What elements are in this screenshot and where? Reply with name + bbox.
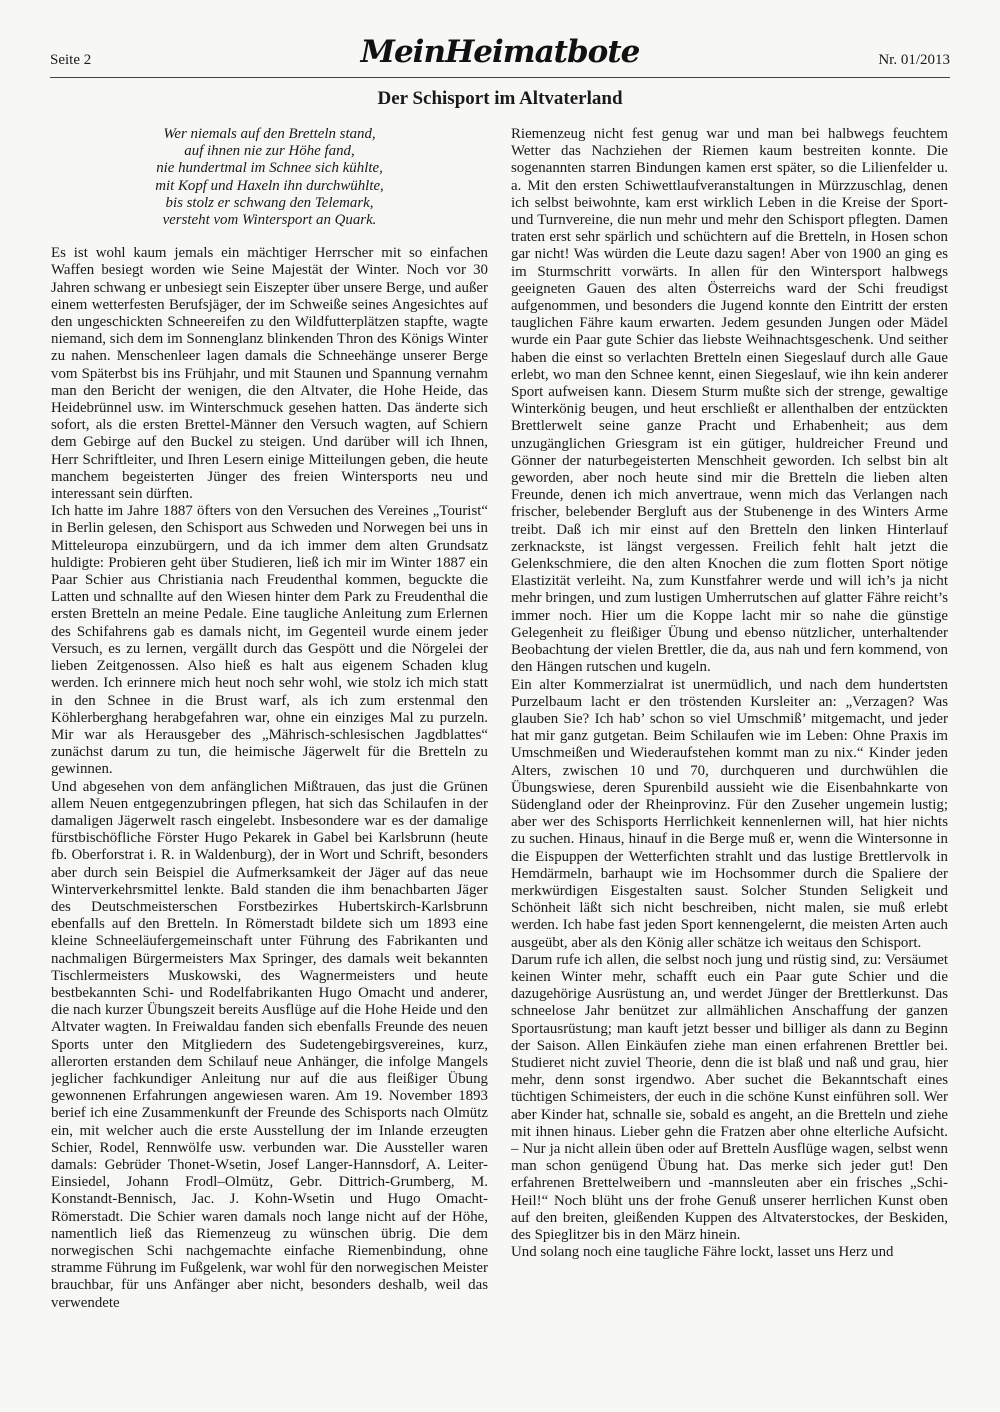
issue-number: Nr. 01/2013 xyxy=(878,52,950,68)
poem-line: auf ihnen nie zur Höhe fand, xyxy=(184,143,355,160)
poem-line: Wer niemals auf den Bretteln stand, xyxy=(163,126,376,142)
paragraph: Darum rufe ich allen, die selbst noch jung und rüstig sind, zu: Versäumet keinen Winter mehr, schafft euch ein Paar gute Schier und die dazugehörige Ausrüstung an, und werdet Jünger der Brettlerkunst. Das schneelose Jahr benützet zur allmählichen Anschaffung der ganzen Sportausrüstung; man kauft jetzt besser und billiger als dann zu Beginn der Saison. Allen Einkäufen ziehe man einen erfahrenen Brettler bei. Studieret nicht zuviel Theorie, denn die ist blaß und naß und grau, hier mehr, denn sonst irgendwo. Aber suchet die Bekanntschaft eines tüchtigen Schimeisters, der euch in die schöne Kunst einführen soll. Wer aber Kinder hat, schnalle sie, sobald es angeht, an die Bretteln und ziehe mit ihnen hinaus. Lieber gehn die Fratzen aber ohne elterliche Aufsicht. – Nur ja nicht allein üben oder auf Bretteln Ausflüge wagen, selbst wenn man schon genügend Übung hat. Das merke sich jeder gut! Den erfahrenen Brettelweibern und -mannsleuten aber ein frisches „Schi-Heil!“ Noch blüht uns der frohe Genuß unserer herrlichen Kunst oben auf den breiten, gleißenden Kuppen des Altvaterstockes, der Beskiden, des Spieglitzer bis in den März hinein. xyxy=(511,951,948,1243)
paragraph: Ich hatte im Jahre 1887 öfters von den Versuchen des Vereines „Tourist“ in Berlin gelesen, den Schisport aus Schweden und Norwegen bei uns in Mitteleuropa einzubürgern, und da ich immer dem alten Grundsatz huldigte: Probieren geht über Studieren, ließ ich mir im Winter 1887 ein Paar Schier aus Christiania nach Freudenthal kommen, beguckte die Latten und schnallte auf den Wiesen hinter dem Park zu Freudenthal die ersten Bretteln an meine Pedale. Eine taugliche Anleitung zum Erlernen des Schifahrens gab es damals nicht, im Gegenteil wurde einem jeder Versuch, es zu lernen, vergällt durch das Gespött und die Nörgelei der lieben Zeitgenossen. Also hieß es halt aus eigenem Schaden klug werden. Ich erinnere mich heut noch sehr wohl, wie stolz ich mich statt in den Schnee in die Brust warf, als ich zum erstenmal den Köhlerberghang herabgefahren war, ohne ein einziges Mal zu purzeln. Mir war als Herausgeber des „Mährisch-schlesischen Jagdblattes“ zunächst darum zu tun, die heimische Jägerwelt für die Bretteln zu gewinnen. xyxy=(51,503,488,778)
paragraph: Und abgesehen von dem anfänglichen Mißtrauen, das just die Grünen allem Neuen entgegenzubringen pflegen, hat sich das Schilaufen in der damaligen Jägerwelt rasch eingelebt. Insbesondere war es der damalige fürstbischöfliche Förster Hugo Pekarek in Gabel bei Karlsbrunn (heute fb. Oberforstrat i. R. in Waldenburg), der in Wort und Schrift, besonders aber durch sein Beispiel die Aufmerksamkeit der Jäger auf das neue Winterverkehrsmittel lenkte. Bald standen die ihm benachbarten Jäger des Deutschmeisterschen Forstbezirkes Hubertskirch-Karlsbrunn ebenfalls auf den Bretteln. In Römerstadt bildete sich um 1893 eine kleine Schneeläufergemeinschaft unter Führung des Fabrikanten und nachmaligen Bürgermeisters Max Springer, des damals weit bekannten Tischlermeisters Muskowski, des Wagnermeisters und heute bestbekannten Schi- und Rodelfabrikanten Hugo Omacht und anderer, die nach kurzer Übungszeit bereits Ausflüge auf die Hohe Heide und den Altvater wagten. In Freiwaldau fanden sich ebenfalls Freunde des neuen Sports unter den Mitgliedern des Sudetengebirgsvereines, kurz, allerorten erstanden dem Schilauf neue Anhänger, die infolge Mangels jeglicher fachkundiger Anleitung nur auf die aus fleißiger Übung gewonnenen Erfahrungen angewiesen waren. Am 19. November 1893 berief ich eine Zusammenkunft der Freunde des Schisports nach Olmütz ein, mit welcher auch die erste Ausstellung der im Inlande erzeugten Schier, Rodel, Rennwölfe usw. verbunden war. Die Aussteller waren damals: Gebrüder Thonet-Wsetin, Josef Langer-Hannsdorf, A. Leiter-Einsiedel, Johann Frodl–Olmütz, Gebr. Dittrich-Grumberg, M. Konstandt-Bennisch, Jac. J. Kohn-Wsetin und Hugo Omacht-Römerstadt. Die Schier waren damals noch lange nicht auf der Höhe, namentlich ließ das Riemenzeug zu wünschen übrig. Die dem norwegischen Schi nachgemachte einfache Riemenbindung, ohne stramme Führung im Fußgelenk, war wohl für den norwegischen Meister brauchbar, für uns Anfänger aber nicht, besonders deshalb, weil das verwendete xyxy=(51,778,488,1311)
poem-line: mit Kopf und Haxeln ihn durchwühlte, xyxy=(155,177,384,194)
poem-line: nie hundertmal im Schnee sich kühlte, xyxy=(156,160,383,177)
poem-line: bis stolz er schwang den Telemark, xyxy=(165,194,374,211)
poem-line: versteht vom Wintersport an Quark. xyxy=(162,212,377,229)
page-header xyxy=(50,30,950,74)
header-rule xyxy=(50,77,950,78)
paragraph: Und solang noch eine taugliche Fähre lockt, lasset uns Herz und xyxy=(511,1244,894,1261)
poem xyxy=(51,126,488,229)
paragraph: Riemenzeug nicht fest genug war und man bei halbwegs feuchtem Wetter das Nachziehen der Riemen kaum bestreiten konnte. Die sogenannten starren Bindungen kamen erst später, so die Lilienfelder u. a. Mit den ersten Schiwettlaufveranstaltungen in Mürzzuschlag, denen ich selbst beiwohnte, kam erst wirklich Leben in die Kreise der Sport- und Turnvereine, die nun mehr und mehr den Schisport pflegten. Damen traten erst sehr spärlich und schüchtern auf die Bretteln, in Hosen schon gar nicht! Was würden die Leute dazu sagen! Aber von 1900 an ging es im Sturmschritt vorwärts. In allen für den Wintersport halbwegs geeigneten Gauen des alten Österreichs ward der Schi freudigst aufgenommen, und besonders die Jugend konnte den Eintritt der ersten tauglichen Fähre kaum erwarten. Jedem gesunden Jungen oder Mädel wurde ein Paar gute Schier das liebste Weihnachtsgeschenk. Und seither haben die einst so verlachten Bretteln einen Siegeslauf durch alle Gaue erlebt, wo man den Schnee kennt, einen Siegeslauf, wie ihn kein anderer Sport aufweisen kann. Diesem Sturm mußte sich der strenge, gewaltige Winterkönig beugen, und heut erschließt er allenthalben der entzückten Brettlerwelt seine ganze Pracht und Erhabenheit; aus dem unzugänglichen Griesgram ist ein gütiger, huldreicher Freund und Gönner der naturbegeisterten Menschheit geworden. Ich selbst bin alt geworden, aber noch heute sind mir die Bretteln die lieben alten Freunde, denen ich mich anvertraue, wenn mich das Verlangen nach frischer, belebender Bergluft aus der Stubenenge in des Winters Arme treibt. Daß ich mir einst auf den Bretteln den linken Hinterlauf zerknackste, ist längst vergessen. Freilich fehlt halt jetzt die Gelenkschmiere, die den alten Knochen die zum flotten Sport nötige Elastizität verleiht. Na, zum Kunstfahrer werde und will ich’s ja nicht mehr bringen, und zum lustigen Umherrutschen auf glatter Fähre reicht’s immer noch. Hier um die Koppe lacht mir so nahe die günstige Gelegenheit zu fleißiger Übung und ebenso nützlicher, unterhaltender Beobachtung der vielen Brettler, die da, aus nah und fern kommend, von den Hängen rutschen und kugeln. xyxy=(511,126,948,676)
paragraph: Ein alter Kommerzialrat ist unermüdlich, und nach dem hundertsten Purzelbaum lacht er den tröstenden Kursleiter an: „Verzagen? Was glauben Sie? Ich hab’ schon so viel Umschmiß’ mitgemacht, und jeder hat mir ganz gutgetan. Beim Schilaufen wie im Leben: Ohne Praxis im Umschmeißen und Wiederaufstehen kommt man zu nix.“ Kinder jeden Alters, zwischen 10 und 70, durchqueren und durchwühlen die Übungswiese, deren Spurenbild aussieht wie die Eisenbahnkarte von Südengland oder der Rheinprovinz. Für den Zuseher ungemein lustig; aber wer des Schisports Herrlichkeit kennenlernen will, hat hier nichts zu suchen. Hinaus, hinauf in die Berge muß er, wenn die Wintersonne in die Eispuppen der Wetterfichten strahlt und das lustige Brettlervolk in Hemdärmeln, barhaupt wie im Hochsommer durch die Spaliere der merkwürdigen Eisgestalten saust. Solcher Stunden Seligkeit und Schönheit läßt sich nicht beschreiben, nicht malen, sie muß erlebt werden. Ich habe fast jeden Sport kennengelernt, die meisten Arten auch ausgeübt, aber als den König aller schätze ich weitaus den Schisport. xyxy=(511,676,948,951)
article-title: Der Schisport im Altvaterland xyxy=(377,88,623,109)
page-number: Seite 2 xyxy=(50,52,92,68)
left-column xyxy=(51,126,488,1386)
paragraph: Es ist wohl kaum jemals ein mächtiger Herrscher mit so einfachen Waffen besiegt worden wie Seine Majestät der Winter. Noch vor 30 Jahren schwang er unbesiegt sein Eiszepter über unsere Berge, und außer einem wetterfesten Berufsjäger, der im Schweiße seines Angesichtes auf den ungeschickten Schneereifen zu den Wildfutterplätzen stapfte, wagte niemand, sich dem im Sonnenglanz blinkenden Thron des Königs Winter zu nahen. Menschenleer lagen damals die Schneehänge unserer Berge vom Späterbst bis ins Frühjahr, und mit Staunen und Spannung vernahm man den Bericht der wenigen, die den Altvater, die Hohe Heide, das Heidebrünnel usw. im Winterschmuck gesehen hatten. Das änderte sich sofort, als die ersten Brettel-Männer den Versuch wagten, auf Schiern dem Gebirge auf den Buckel zu steigen. Und darüber will ich Ihnen, Herr Schriftleiter, und Ihren Lesern einige Mitteilungen geben, die heute manchem begeisterten Jünger des freien Wintersports neu und interessant sein dürften. xyxy=(51,245,488,503)
right-column xyxy=(511,126,948,1386)
masthead-logo: MeinHeimatbote xyxy=(360,34,640,70)
